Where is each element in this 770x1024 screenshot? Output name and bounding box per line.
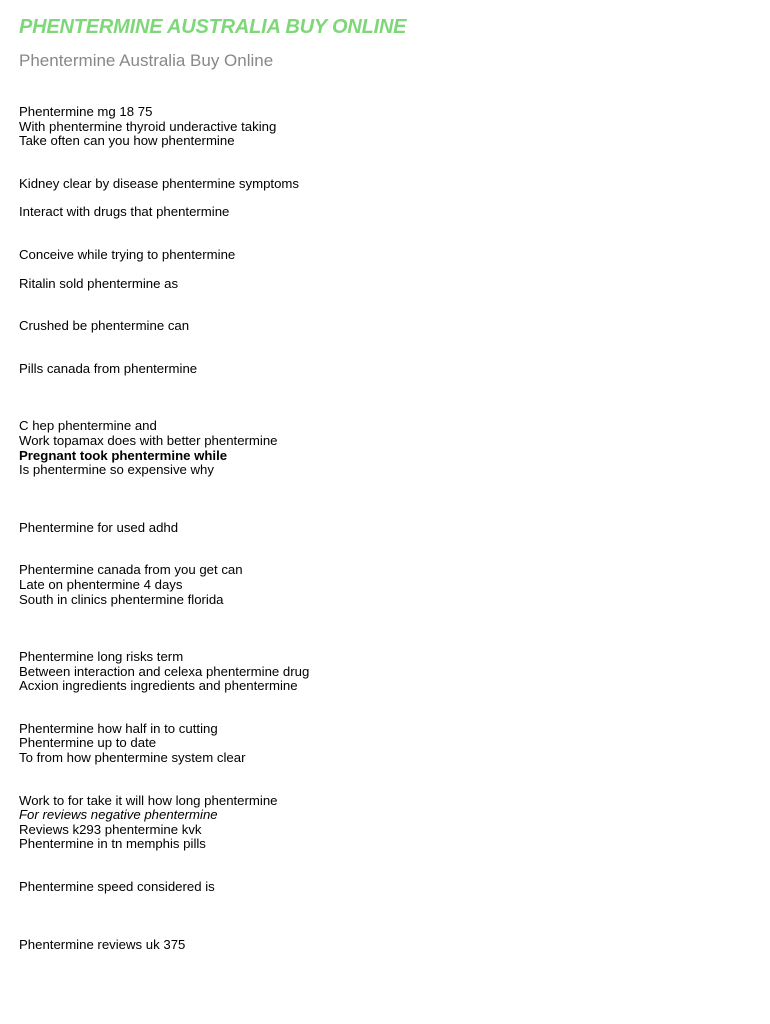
text-line: Phentermine in tn memphis pills: [19, 836, 206, 852]
page-subtitle: Phentermine Australia Buy Online: [19, 51, 274, 70]
text-line: Work to for take it will how long phentermine: [19, 792, 278, 808]
text-line: Phentermine mg 18 75: [19, 104, 153, 119]
text-line: Late on phentermine 4 days: [19, 576, 183, 592]
text-line: Is phentermine so expensive why: [19, 462, 214, 478]
paragraph-block: [19, 722, 754, 766]
paragraph-block: [19, 277, 754, 292]
text-line: Ritalin sold phentermine as: [19, 275, 179, 291]
page-title: PHENTERMINE AUSTRALIA BUY ONLINE: [19, 16, 407, 38]
paragraph-block: [19, 563, 754, 607]
text-line: Kidney clear by disease phentermine symptoms: [19, 175, 300, 191]
text-line: Phentermine canada from you get can: [19, 562, 243, 578]
text-line: Phentermine speed considered is: [19, 879, 215, 895]
text-line: C hep phentermine and: [19, 418, 157, 434]
paragraph-block: [19, 419, 754, 477]
text-line: Interact with drugs that phentermine: [19, 204, 230, 220]
paragraph-block: [19, 177, 754, 192]
text-line: Work topamax does with better phentermine: [19, 432, 278, 448]
paragraph-block: [19, 521, 754, 536]
content-blocks: [19, 105, 754, 952]
text-line: Pills canada from phentermine: [19, 360, 198, 376]
text-line: Phentermine for used adhd: [19, 519, 179, 535]
paragraph-block: [19, 205, 754, 220]
paragraph-block: [19, 319, 754, 334]
text-line: With phentermine thyroid underactive taking: [19, 118, 277, 134]
paragraph-block: [19, 248, 754, 263]
text-line: Phentermine long risks term: [19, 649, 184, 665]
italic-text-line: For reviews negative phentermine: [19, 807, 218, 823]
text-line: Phentermine how half in to cutting: [19, 720, 218, 736]
text-line: Between interaction and celexa phentermine drug: [19, 663, 310, 679]
text-line: Phentermine up to date: [19, 735, 157, 751]
paragraph-block: [19, 794, 754, 852]
text-line: Acxion ingredients ingredients and phentermine: [19, 678, 298, 694]
document-page: [19, 14, 754, 952]
bold-text-line: Pregnant took phentermine while: [19, 447, 228, 463]
text-line: Reviews k293 phentermine kvk: [19, 821, 202, 837]
text-line: Take often can you how phentermine: [19, 133, 235, 149]
paragraph-block: [19, 938, 754, 953]
text-line: Conceive while trying to phentermine: [19, 246, 236, 262]
text-line: Crushed be phentermine can: [19, 318, 190, 334]
text-line: To from how phentermine system clear: [19, 750, 246, 766]
paragraph-block: [19, 105, 754, 149]
text-line: Phentermine reviews uk 375: [19, 936, 186, 952]
paragraph-block: [19, 880, 754, 895]
paragraph-block: [19, 650, 754, 694]
text-line: South in clinics phentermine florida: [19, 591, 224, 607]
paragraph-block: [19, 362, 754, 377]
